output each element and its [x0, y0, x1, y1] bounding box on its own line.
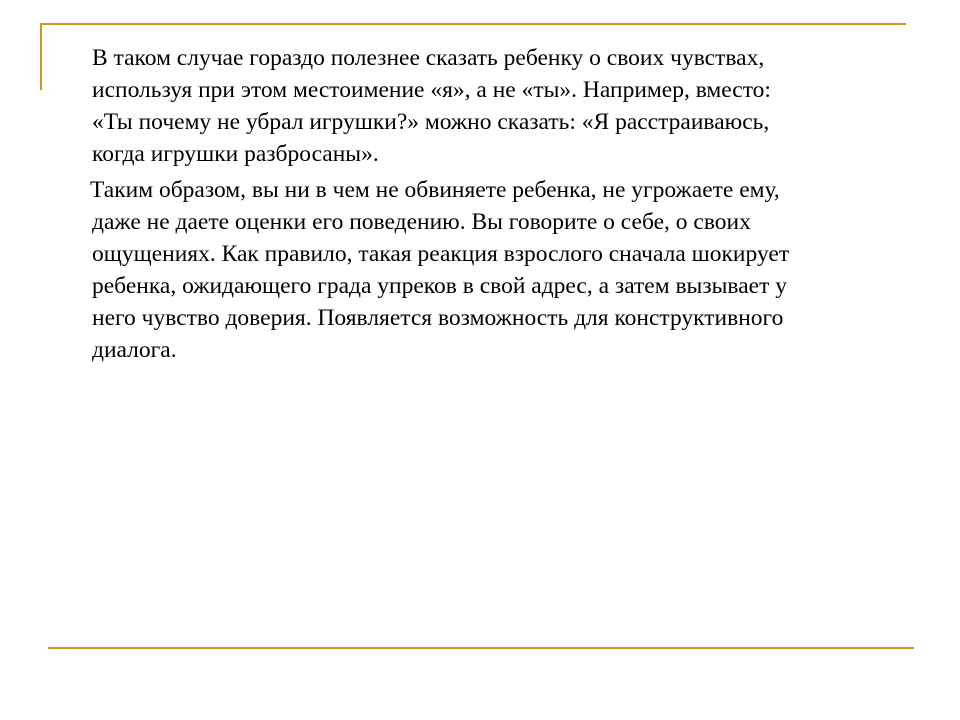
- paragraph-1-line-2: используя при этом местоимение «я», а не «ты». Например, вместо:: [92, 77, 771, 103]
- bottom-rule-line: [48, 647, 914, 649]
- paragraph-1-line-3: «Ты почему не убрал игрушки?» можно сказать: «Я расстраиваюсь,: [92, 109, 770, 135]
- paragraph-2-line-1: Таким образом, вы ни в чем не обвиняете ребенка, не угрожаете ему,: [90, 177, 780, 203]
- paragraph-2: [92, 174, 902, 366]
- paragraph-1-line-4: когда игрушки разбросаны».: [92, 141, 379, 167]
- paragraph-1: [92, 42, 902, 170]
- paragraph-2-line-5: него чувство доверия. Появляется возможность для конструктивного: [92, 305, 784, 331]
- left-rule-line: [40, 23, 42, 90]
- paragraph-2-line-3: ощущениях. Как правило, такая реакция взрослого сначала шокирует: [92, 241, 790, 267]
- slide-body-text: [92, 42, 902, 370]
- top-rule-line: [40, 23, 906, 25]
- paragraph-2-line-6: диалога.: [92, 337, 177, 363]
- paragraph-2-line-4: ребенка, ожидающего града упреков в свой адрес, а затем вызывает у: [92, 273, 787, 299]
- paragraph-1-line-1: В таком случае гораздо полезнее сказать ребенку о своих чувствах,: [92, 45, 765, 71]
- paragraph-2-line-2: даже не даете оценки его поведению. Вы говорите о себе, о своих: [92, 209, 751, 235]
